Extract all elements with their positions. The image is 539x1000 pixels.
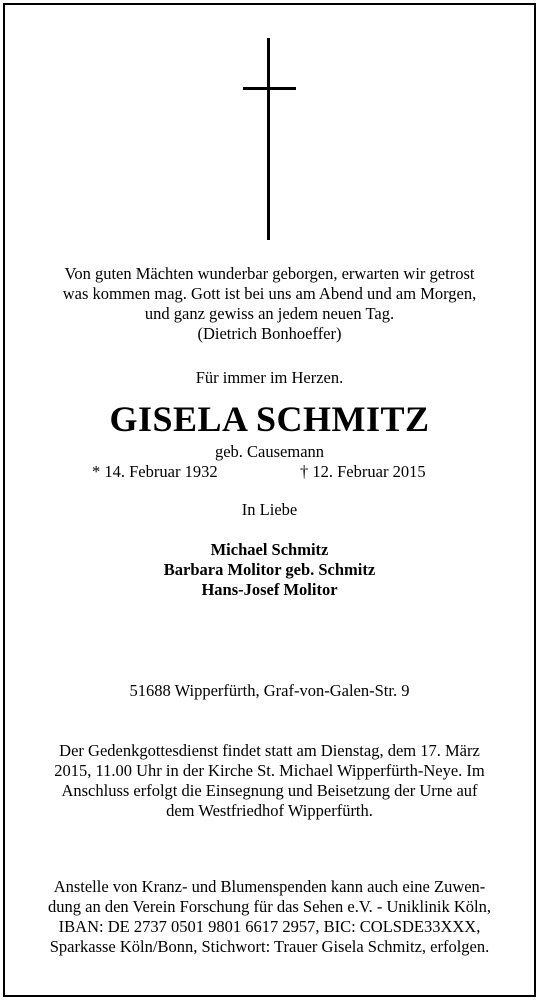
service-notice — [0, 741, 539, 821]
cross-vertical-bar — [267, 38, 270, 240]
in-love-label: In Liebe — [241, 500, 298, 519]
donation-line: Sparkasse Köln/Bonn, Stichwort: Trauer Gisela Schmitz, erfolgen. — [49, 937, 490, 956]
donation-line: Anstelle von Kranz- und Blumenspenden kann auch eine Zuwen- — [53, 877, 486, 896]
death-date: † 12. Februar 2015 — [300, 462, 426, 481]
service-line: 2015, 11.00 Uhr in der Kirche St. Michael Wipperfürth-Neye. Im — [54, 761, 485, 780]
cross-icon — [0, 0, 539, 260]
mourners-list — [0, 540, 539, 600]
donation-line: dung an den Verein Forschung für das Sehen e.V. - Uniklinik Köln, — [48, 897, 491, 916]
dedication: Für immer im Herzen. — [195, 368, 344, 387]
mourner-name: Hans-Josef Molitor — [201, 580, 338, 599]
deceased-name: GISELA SCHMITZ — [109, 399, 430, 439]
mourner-name: Barbara Molitor geb. Schmitz — [163, 560, 376, 579]
maiden-name: geb. Causemann — [214, 442, 325, 461]
quote-line: Von guten Mächten wunderbar geborgen, erwarten wir getrost — [64, 264, 475, 283]
donation-line: IBAN: DE 2737 0501 9801 6617 2957, BIC: COLSDE33XXX, — [58, 917, 481, 936]
birth-date: * 14. Februar 1932 — [92, 462, 218, 481]
quote-author: (Dietrich Bonhoeffer) — [197, 324, 342, 343]
bonhoeffer-quote — [0, 264, 539, 344]
donation-notice — [0, 877, 539, 957]
address: 51688 Wipperfürth, Graf-von-Galen-Str. 9 — [129, 681, 410, 700]
cross-horizontal-bar — [243, 87, 296, 90]
mourner-name: Michael Schmitz — [210, 540, 329, 559]
service-line: dem Westfriedhof Wipperfürth. — [166, 801, 373, 820]
quote-line: was kommen mag. Gott ist bei uns am Abend und am Morgen, — [62, 284, 477, 303]
service-line: Anschluss erfolgt die Einsegnung und Beisetzung der Urne auf — [61, 781, 478, 800]
service-line: Der Gedenkgottesdienst findet statt am Dienstag, dem 17. März — [59, 741, 480, 760]
quote-line: und ganz gewiss an jedem neuen Tag. — [144, 304, 395, 323]
